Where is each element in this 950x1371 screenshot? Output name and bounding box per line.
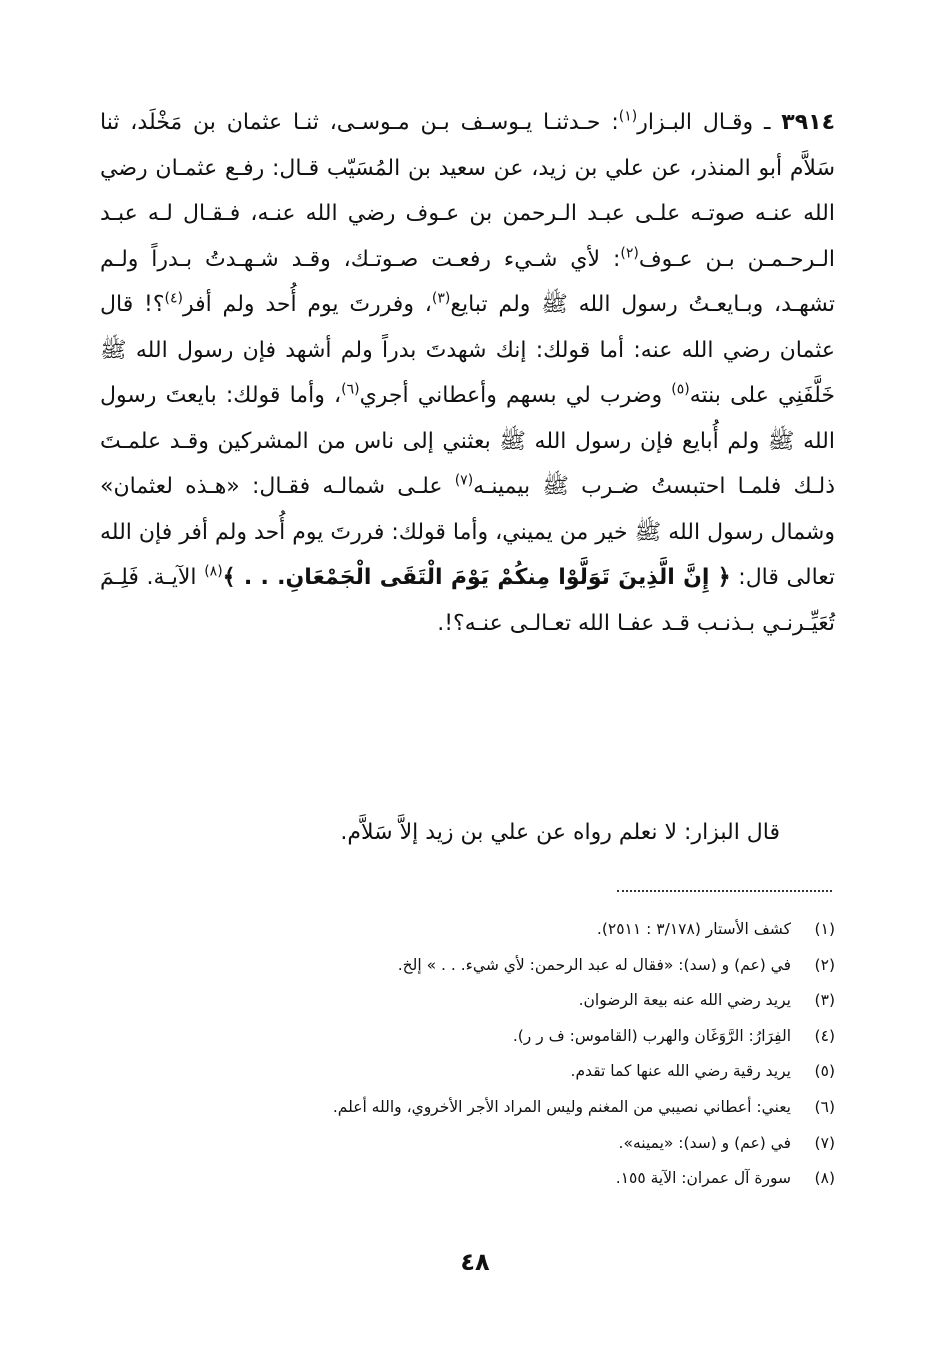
footnote-marker: (٦): [341, 381, 360, 398]
text-segment: الآيـة. فَلِـمَ تُعَيِّـرنـي بـذنـب قـد عفـا الله تعـالـى عنـه؟!.: [100, 565, 835, 636]
hadith-text: [100, 100, 835, 646]
footnote-marker: (٥): [671, 381, 690, 398]
footnote-text: يريد رقية رضي الله عنها كما تقدم.: [570, 1062, 791, 1081]
footnote-marker: (٣): [431, 290, 451, 307]
footnote-item: [100, 1161, 835, 1197]
footnote-text: كشف الأستار (٣/١٧٨ : ٢٥١١).: [596, 920, 791, 938]
footnote-number: (٣): [814, 991, 835, 1010]
footnote-item: [100, 983, 835, 1019]
footnote-item: [100, 1054, 835, 1090]
footnote-number: (٧): [814, 1133, 835, 1152]
footnote-number: (٤): [814, 1026, 835, 1045]
footnote-text: يريد رضي الله عنه بيعة الرضوان.: [578, 991, 791, 1010]
text-segment: ؟! قال عثمان رضي الله عنه: أما قولك: إنك شهدتَ بدراً ولم أشهد فإن رسول الله ﷺ خَلَّفَنِي على بنته: [100, 292, 835, 408]
footnote-item: [100, 1019, 835, 1055]
footnote-number: (٨): [814, 1169, 835, 1188]
footnote-item: [100, 1126, 835, 1162]
footnote-item: [100, 912, 835, 948]
footnote-text: يعني: أعطاني نصيبي من المغنم وليس المراد الأجر الأخروي، والله أعلم.: [332, 1097, 791, 1116]
footnote-number: (٦): [814, 1097, 835, 1116]
footnote-marker: (٨): [204, 563, 223, 580]
footnote-number: (٢): [814, 955, 835, 974]
footnote-marker: (٤): [164, 290, 183, 307]
text-segment: : لأي شـيء رفعـت صـوتـك، وقـد شـهـدتُ بـدراً ولـم تشهـد، وبـايعـتُ رسول الله ﷺ ولم تبايع: [100, 246, 835, 317]
hadith-number: ٣٩١٤: [781, 110, 835, 135]
footnote-text: سورة آل عمران: الآية ١٥٥.: [615, 1169, 791, 1188]
footnote-number: (١): [814, 920, 835, 938]
text-segment: : حـدثنـا يـوسـف بـن مـوسـى، ثنـا عثمان بن مَخْلَد، ثنا سَلاَّم أبو المنذر، عن علي بن زيد، عن سعيد بن المُسَيّب قـال: رفـع عثمـان رضي الله عنـه صوتـه علـى عبـد الـرحمن بن عـوف رضي الله عنـه، فـقـال لـه عبـد الـرحـمـن بـن عـوف: [100, 110, 836, 272]
footnote-divider: [617, 890, 832, 892]
text-segment: ، وأما قولك: بايعتَ رسول الله ﷺ ولم أُبايع فإن رسول الله ﷺ بعثني إلى ناس من المشركين وقـد علمـتَ ذلـك فلمـا احتبستُ ضـرب ﷺ بيمينـه: [100, 383, 835, 499]
text-segment: علـى شمالـه فقـال: «هـذه لعثمان» وشمال رسول الله ﷺ خير من يميني، وأما قولك: فررتَ يوم أُحد ولم أفر فإن الله تعالى قال:: [100, 474, 836, 590]
footnote-marker: (٧): [454, 472, 474, 489]
footnote-item: [100, 948, 835, 984]
footnote-marker: (٢): [620, 245, 639, 262]
text-segment: وقـال البـزار: [637, 110, 754, 135]
text-segment: ، وفررتَ يوم أُحد ولم أفر: [182, 292, 432, 317]
footnote-text: في (عم) و (سد): «يمينه».: [618, 1133, 791, 1152]
footnote-item: [100, 1090, 835, 1126]
closing-remark: قال البزار: لا نعلم رواه عن علي بن زيد إلاَّ سَلاَّم.: [340, 820, 780, 845]
footnote-text: الفِرَارُ: الرَّوَغَان والهرب (القاموس: ف ر ر).: [512, 1026, 791, 1045]
footnote-number: (٥): [814, 1062, 835, 1081]
page-number: ٤٨: [460, 1248, 490, 1276]
hadith-dash: ـ: [763, 110, 771, 135]
footnote-marker: (١): [618, 108, 638, 125]
quran-verse: ﴿ إِنَّ الَّذِينَ تَوَلَّوْا مِنكُمْ يَوْمَ الْتَقَى الْجَمْعَانِ. . . ﴾: [222, 565, 731, 590]
text-segment: وضرب لي بسهم وأعطاني أجري: [359, 383, 672, 408]
footnotes-list: [100, 912, 835, 1197]
footnote-text: في (عم) و (سد): «فقال له عبد الرحمن: لأي شيء. . . » إلخ.: [397, 955, 791, 974]
